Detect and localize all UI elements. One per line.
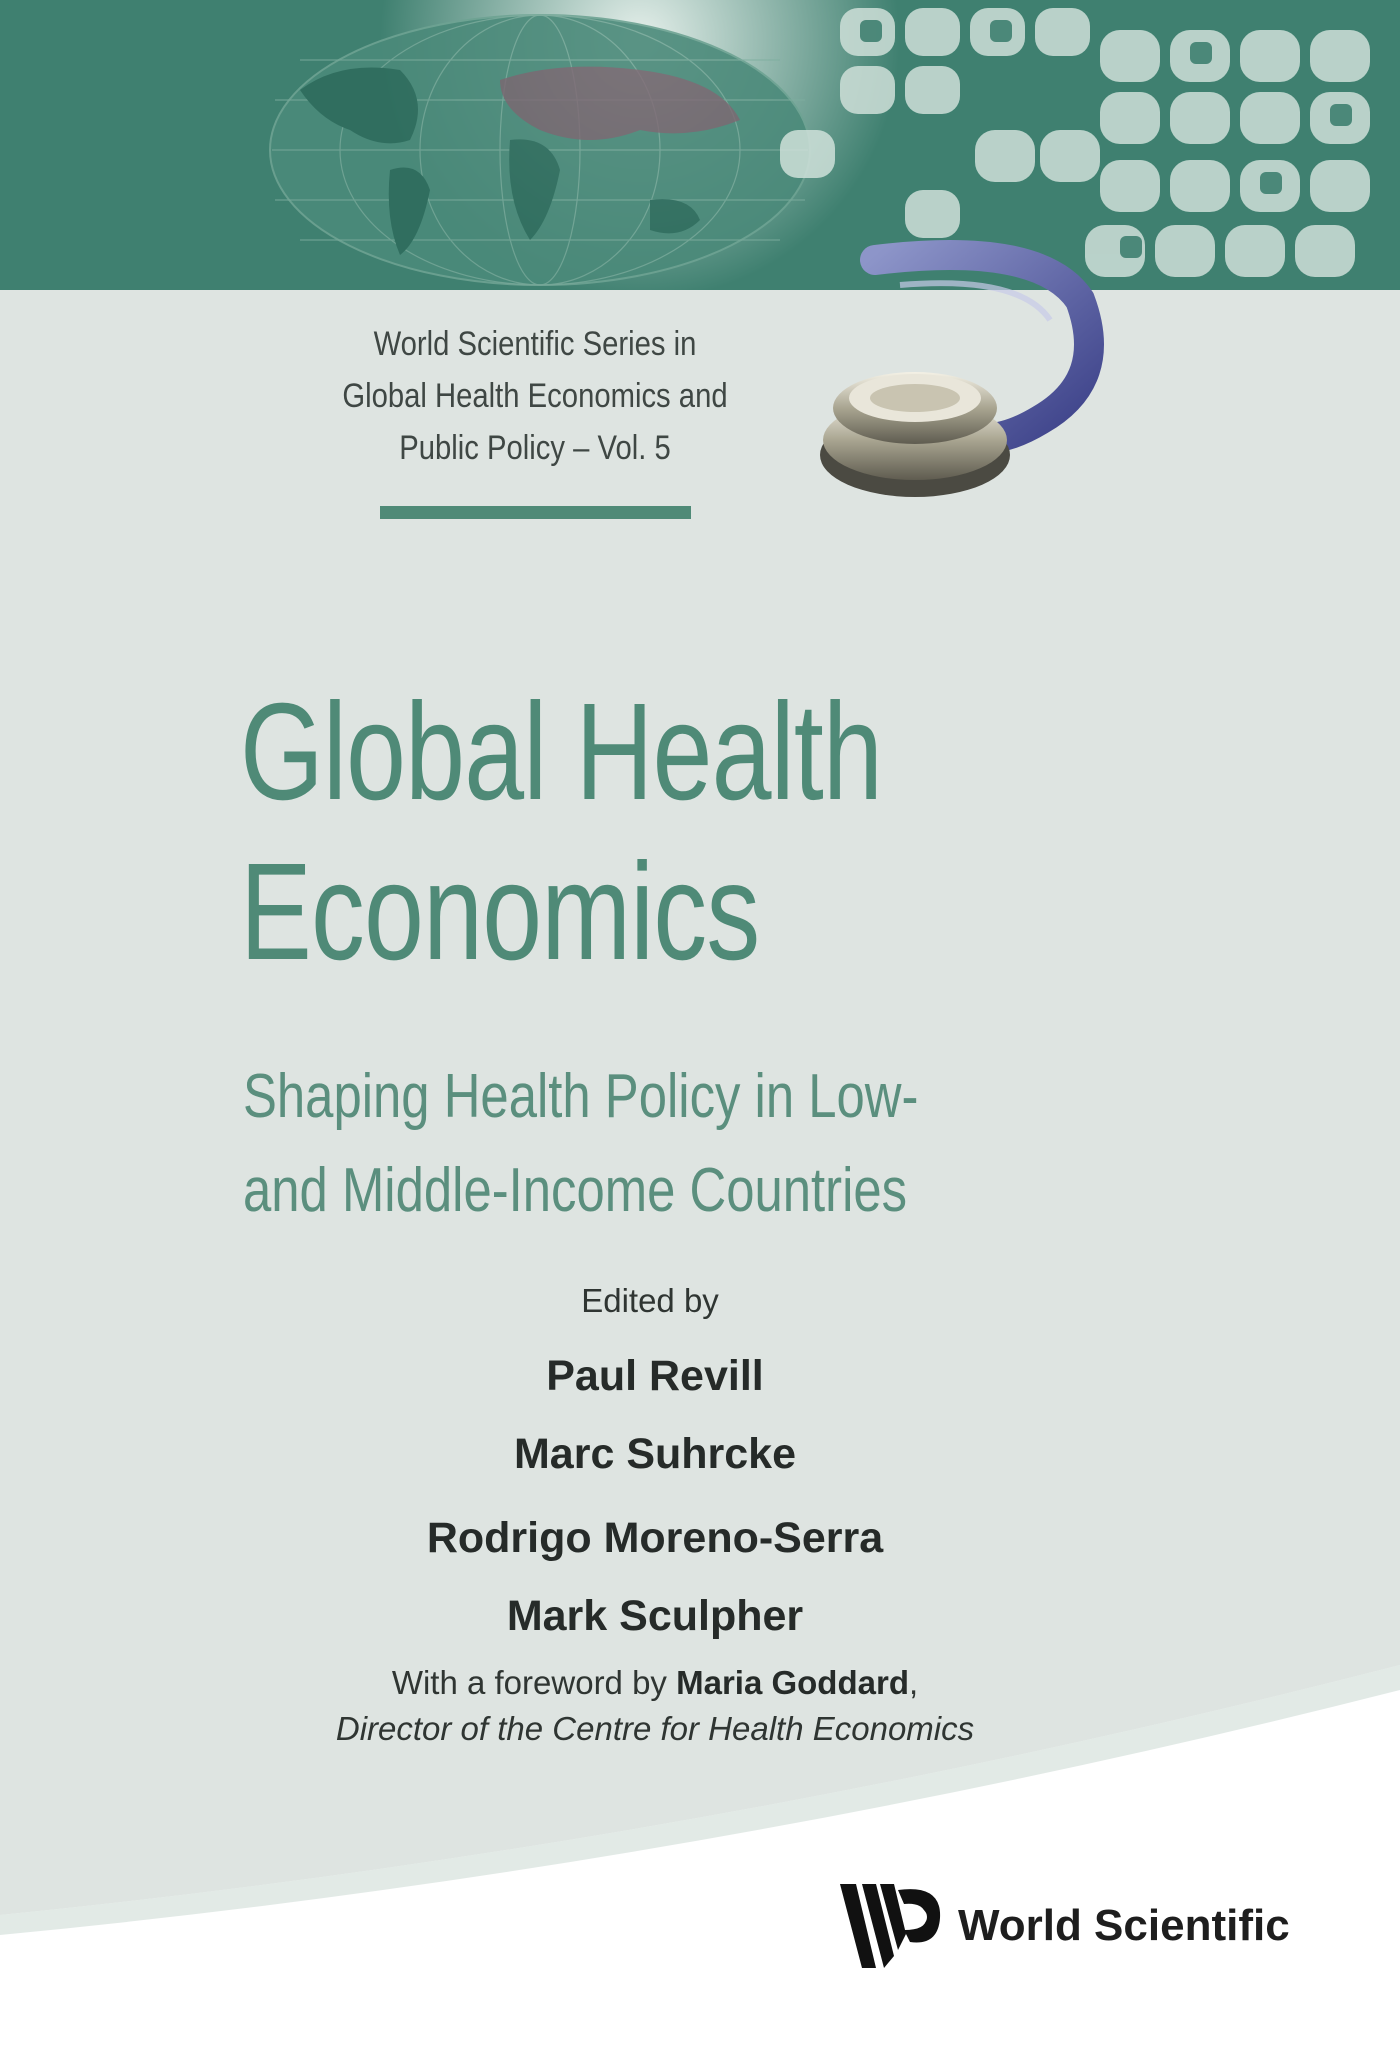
series-line-2: Global Health Economics and: [342, 377, 728, 415]
divider-rule: [380, 506, 691, 519]
series-title: [290, 318, 780, 474]
world-scientific-logo-icon: [840, 1880, 944, 1972]
foreword-credit: [0, 1660, 1310, 1752]
foreword-comma: ,: [908, 1664, 919, 1701]
series-line-3: Public Policy – Vol. 5: [399, 429, 671, 467]
foreword-author: Maria Goddard: [676, 1664, 909, 1701]
foreword-prefix: With a foreword by: [391, 1664, 667, 1701]
editor-name: Mark Sculpher: [506, 1592, 804, 1640]
subtitle-line-1: Shaping Health Policy in Low-: [243, 1062, 919, 1131]
publisher-name: World Scientific: [958, 1901, 1290, 1950]
world-map-icon: [270, 15, 810, 285]
editor-name: Marc Suhrcke: [513, 1430, 797, 1478]
book-title: [240, 672, 882, 992]
publisher-mark: [840, 1880, 1290, 1972]
series-line-1: World Scientific Series in: [373, 325, 697, 363]
edited-by-label: Edited by: [581, 1282, 719, 1319]
subtitle-line-2: and Middle-Income Countries: [243, 1156, 908, 1225]
foreword-author-role: Director of the Centre for Health Economics: [335, 1710, 975, 1747]
title-line-2: Economics: [240, 835, 760, 989]
title-line-1: Global Health: [240, 675, 883, 829]
stethoscope-icon: [820, 255, 1089, 497]
editor-name: Rodrigo Moreno-Serra: [426, 1514, 884, 1562]
book-subtitle: [243, 1050, 918, 1238]
editor-name: Paul Revill: [546, 1352, 764, 1400]
